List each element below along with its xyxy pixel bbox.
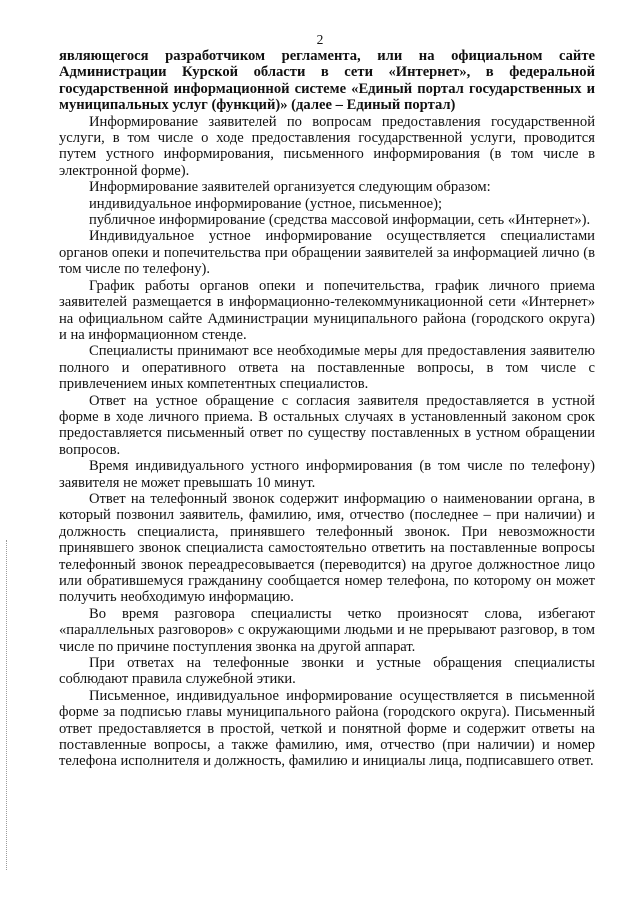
paragraph: График работы органов опеки и попечительства, график личного приема заявителей размещается в информационно-телекоммуникационной сети «Интернет» на официальном сайте Администрации муниципального района (городского округа) и на информационном стенде.	[59, 277, 595, 343]
paragraph: индивидуальное информирование (устное, письменное);	[89, 195, 443, 212]
paragraph: При ответах на телефонные звонки и устные обращения специалисты соблюдают правила служебной этики.	[59, 655, 595, 688]
paragraph: Специалисты принимают все необходимые меры для предоставления заявителю полного и оперативного ответа на поставленные вопросы, в том числе с привлечением иных компетентных специалистов.	[59, 343, 595, 393]
paragraph: Во время разговора специалисты четко произносят слова, избегают «параллельных разговоров» с окружающими людьми и не прерывают разговор, в том числе по причине поступления звонка на другой аппарат.	[59, 605, 595, 655]
paragraph: Письменное, индивидуальное информирование осуществляется в письменной форме за подписью главы муниципального района (городского округа). Письменный ответ предоставляется в простой, четкой и понятной форме и содержит ответы на поставленные вопросы, а также фамилию, имя, отчество (при наличии) и номер телефона исполнителя и должность, фамилию и инициалы лица, подписавшего ответ.	[59, 687, 595, 770]
document-body	[59, 48, 595, 770]
paragraph: публичное информирование (средства массовой информации, сеть «Интернет»).	[89, 212, 591, 229]
paragraph: Ответ на телефонный звонок содержит информацию о наименовании органа, в который позвонил заявитель, фамилию, имя, отчество (последнее – при наличии) и должность специалиста, принявшего телефонный звонок. При невозможности принявшего звонок специалиста самостоятельно ответить на поставленные вопросы телефонный звонок переадресовывается (переводится) на другое должностное лицо или обратившемуся гражданину сообщается номер телефона, по которому он может получить необходимую информацию.	[59, 490, 595, 606]
page-number: 2	[316, 32, 324, 47]
paragraph: Индивидуальное устное информирование осуществляется специалистами органов опеки и попечительства при обращении заявителей за информацией лично (в том числе по телефону).	[59, 228, 595, 278]
paragraph: Время индивидуального устного информирования (в том числе по телефону) заявителя не может превышать 10 минут.	[59, 458, 595, 491]
paragraph: Информирование заявителей организуется следующим образом:	[89, 179, 491, 196]
scan-margin-marks	[6, 540, 10, 870]
paragraph: Ответ на устное обращение с согласия заявителя предоставляется в устной форме в ходе личного приема. В остальных случаях в установленный законом срок предоставляется письменный ответ по существу поставленных в устном обращении вопросов.	[59, 392, 595, 458]
paragraph-continuation-bold: являющегося разработчиком регламента, или на официальном сайте Администрации Курской области в сети «Интернет», в федеральной государственной информационной системе «Единый портал государственных и муниципальных услуг (функций)» (далее – Единый портал)	[59, 48, 595, 114]
paragraph: Информирование заявителей по вопросам предоставления государственной услуги, в том числе о ходе предоставления государственной услуги, проводится путем устного информирования, письменного информирования (в том числе в электронной форме).	[59, 113, 595, 179]
